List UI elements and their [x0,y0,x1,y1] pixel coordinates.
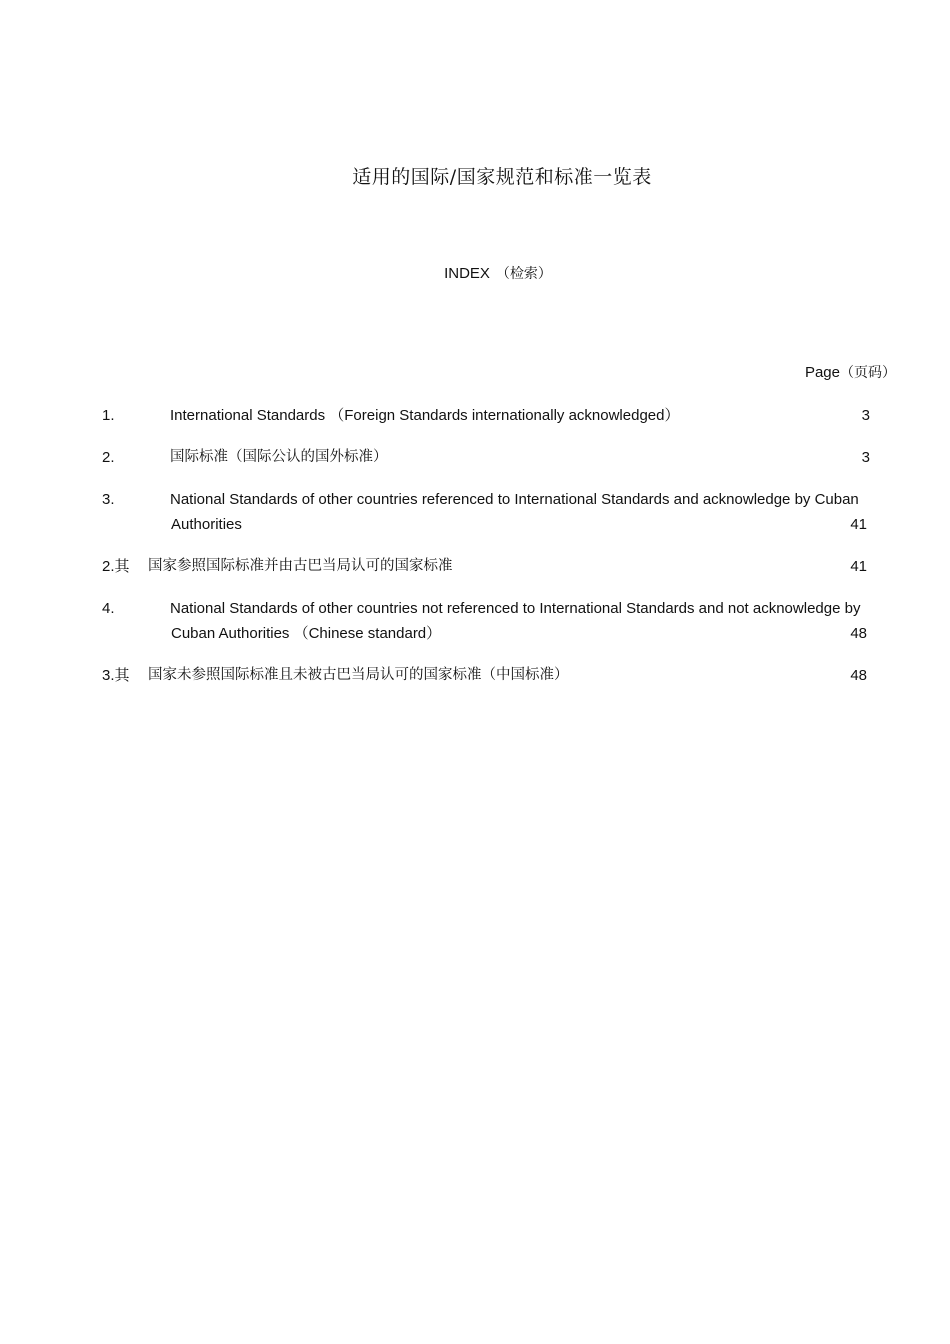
entry-title-continued: Cuban Authorities （Chinese standard） [171,625,442,642]
page-column-label [805,362,896,382]
entry-number: 1. [102,407,115,424]
entry-number: 3.其 [102,667,130,684]
entry-number: 2.其 [102,558,130,575]
entry-title: International Standards （Foreign Standards internationally acknowledged） [170,407,680,424]
index-heading-en: INDEX [444,265,490,282]
entry-title: 国际标准（国际公认的国外标准） [170,449,388,465]
toc-entry [102,554,870,579]
toc-entry [102,487,870,537]
toc-entry [102,663,870,688]
entry-title: 国家未参照国际标准且未被古巴当局认可的国家标准（中国标准） [148,667,569,683]
entry-title: National Standards of other countries not referenced to International Standards and not acknowledge by [170,600,861,617]
index-heading-cn: （检索） [495,266,552,282]
page-label-en: Page [804,364,840,381]
index-heading [0,263,950,283]
entry-page: 48 [850,667,867,684]
entry-number: 4. [102,600,115,617]
entry-title: National Standards of other countries referenced to International Standards and acknowledge by Cuban [170,491,859,508]
entry-page: 3 [861,449,870,466]
entry-page: 41 [850,516,867,533]
entry-number: 3. [102,491,115,508]
document-title: 适用的国际/国家规范和标准一览表 [352,166,652,188]
entry-page: 41 [850,558,867,575]
toc-entry [102,403,870,428]
entry-page: 48 [850,625,867,642]
page-label-cn: （页码） [840,365,896,381]
toc-entry [102,445,870,470]
entry-title-continued: Authorities [171,516,242,533]
entry-number: 2. [102,449,115,466]
toc-entry [102,596,870,646]
entry-page: 3 [861,407,870,424]
entry-title: 国家参照国际标准并由古巴当局认可的国家标准 [148,558,453,574]
